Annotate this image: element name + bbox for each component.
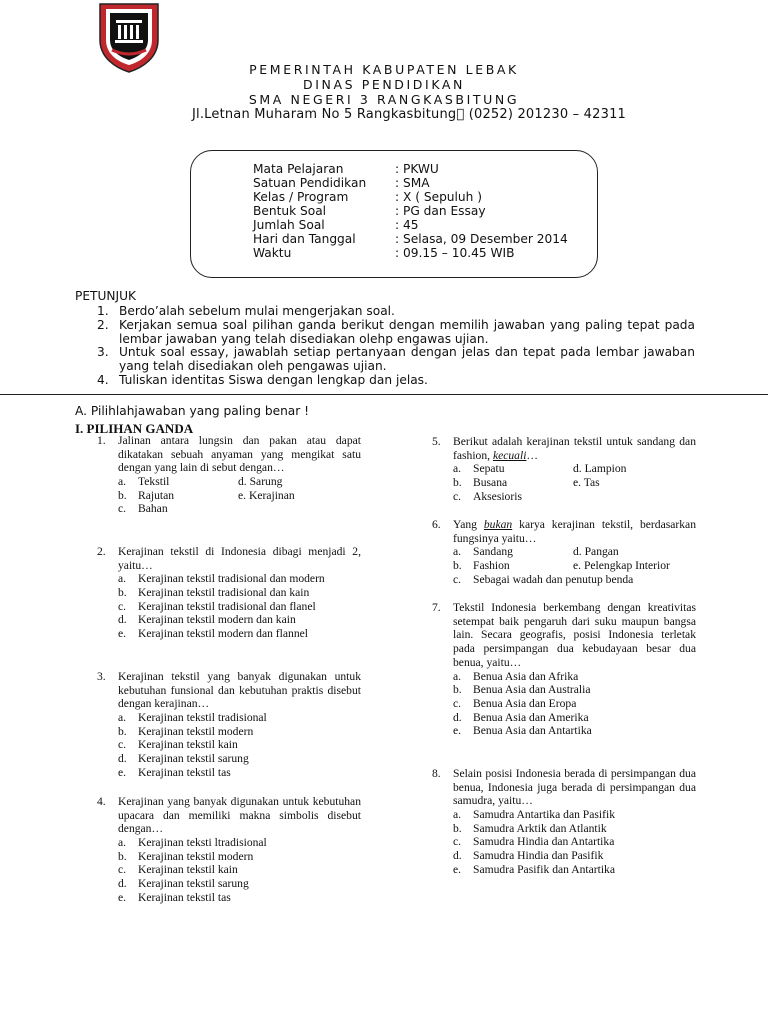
question-text: Kerajinan yang banyak digunakan untuk kebutuhan upacara dan memiliki makna simbolis disebut dengan… xyxy=(118,795,361,836)
instruction-number: 3. xyxy=(97,345,109,359)
instruction-item xyxy=(97,374,695,388)
option-text: Kerajinan tekstil sarung xyxy=(138,877,249,891)
option-text: e. Kerajinan xyxy=(238,488,295,502)
option-letter: a. xyxy=(453,808,462,822)
option-letter: d. xyxy=(118,877,127,891)
question-text-part: Berikut adalah kerajinan tekstil untuk sandang dan fashion, xyxy=(453,435,696,462)
option-letter: e. xyxy=(118,765,127,779)
option-letter: b. xyxy=(453,559,462,573)
option-text: d. Sarung xyxy=(238,475,283,489)
option-letter: b. xyxy=(118,724,127,738)
option-row xyxy=(453,670,696,684)
option-row xyxy=(118,891,361,905)
option-text: Kerajinan tekstil tas xyxy=(138,765,231,779)
option-text: Benua Asia dan Amerika xyxy=(473,710,589,724)
option-row xyxy=(118,586,361,600)
question-number: 5. xyxy=(432,435,441,448)
option-row xyxy=(453,711,696,725)
info-value: : PG dan Essay xyxy=(395,204,486,218)
info-label: Jumlah Soal xyxy=(253,218,325,232)
option-letter: b. xyxy=(118,586,127,600)
option-letter: a. xyxy=(118,572,127,586)
question-text: Kerajinan tekstil yang banyak digunakan untuk kebutuhan funsional dan kebutuhan praktis disebut dengan kerajinan… xyxy=(118,670,361,711)
option-text: Benua Asia dan Australia xyxy=(473,683,591,697)
option-row xyxy=(118,725,361,739)
instruction-number: 2. xyxy=(97,318,109,332)
question-text: Selain posisi Indonesia berada di persimpangan dua benua, Indonesia juga berada di persimpangan dua samudra, yaitu… xyxy=(453,767,696,808)
option-text: Bahan xyxy=(138,502,168,516)
info-value: : X ( Sepuluh ) xyxy=(395,190,482,204)
option-letter: a. xyxy=(453,462,462,476)
question-6 xyxy=(432,518,696,586)
option-letter: b. xyxy=(453,683,462,697)
option-letter: c. xyxy=(118,599,127,613)
exam-info-box xyxy=(190,150,598,278)
question-1 xyxy=(97,434,361,516)
option-text: Kerajinan tekstil modern dan flannel xyxy=(138,627,308,641)
question-number: 3. xyxy=(97,670,106,683)
option-text: Aksesioris xyxy=(473,489,522,503)
info-label: Bentuk Soal xyxy=(253,204,327,218)
option-letter: c. xyxy=(118,502,127,516)
option-text: Samudra Hindia dan Pasifik xyxy=(473,849,604,863)
emphasis-word: bukan xyxy=(483,518,513,531)
question-number: 7. xyxy=(432,601,441,614)
option-letter: a. xyxy=(453,669,462,683)
option-text: Kerajinan tekstil modern xyxy=(138,849,254,863)
info-label: Waktu xyxy=(253,246,292,260)
option-row xyxy=(453,683,696,697)
question-number: 1. xyxy=(97,434,106,447)
option-letter: b. xyxy=(453,821,462,835)
option-row xyxy=(453,476,696,490)
question-text xyxy=(453,435,696,462)
instruction-item xyxy=(97,319,695,346)
header-address: Jl.Letnan Muharam No 5 Rangkasbitung  (0252) 201230 – 42311 xyxy=(191,107,627,122)
section-a-heading: A. Pilihlahjawaban yang paling benar ! xyxy=(75,404,310,418)
option-text: Kerajinan tekstil modern dan kain xyxy=(138,613,296,627)
option-letter: c. xyxy=(453,696,462,710)
option-letter: e. xyxy=(453,724,462,738)
option-text: Fashion xyxy=(473,559,510,573)
question-7 xyxy=(432,601,696,738)
question-number: 2. xyxy=(97,545,106,558)
option-row xyxy=(118,863,361,877)
option-letter: e. xyxy=(453,862,462,876)
option-letter: e. xyxy=(118,890,127,904)
question-text-part: Yang xyxy=(453,518,477,531)
section-i-heading: I. PILIHAN GANDA xyxy=(75,421,194,436)
option-row xyxy=(453,822,696,836)
option-letter: c. xyxy=(118,863,127,877)
option-row xyxy=(453,697,696,711)
option-row xyxy=(118,836,361,850)
option-row xyxy=(118,766,361,780)
option-text: Kerajinan tekstil tradisional dan flanel xyxy=(138,599,316,613)
option-row xyxy=(453,462,696,476)
instruction-text: Kerjakan semua soal pilihan ganda berikut dengan memilih jawaban yang paling tepat pada lembar jawaban yang telah disediakan olehp engawas ujian. xyxy=(119,318,695,346)
option-text: Kerajinan tekstil sarung xyxy=(138,752,249,766)
option-letter: c. xyxy=(118,738,127,752)
header-line-3: SMA NEGERI 3 RANGKASBITUNG xyxy=(248,92,520,107)
option-text: Kerajinan teksti ltradisional xyxy=(138,836,267,850)
header-line-2: DINAS PENDIDIKAN xyxy=(302,77,465,92)
option-text: Busana xyxy=(473,476,508,490)
option-text: Sebagai wadah dan penutup benda xyxy=(473,572,634,586)
option-letter: b. xyxy=(118,849,127,863)
option-row xyxy=(118,752,361,766)
instruction-item xyxy=(97,305,695,319)
option-row xyxy=(118,711,361,725)
option-letter: c. xyxy=(453,835,462,849)
instruction-text: Untuk soal essay, jawablah setiap pertanyaan dengan jelas dan tepat pada lembar jawaban yang telah disediakan oleh pengawas ujian. xyxy=(119,345,695,373)
instruction-text: Berdo’alah sebelum mulai mengerjakan soal. xyxy=(119,304,395,318)
option-letter: d. xyxy=(453,710,462,724)
option-text: Samudra Arktik dan Atlantik xyxy=(473,821,607,835)
option-text: Kerajinan tekstil kain xyxy=(138,863,238,877)
option-row xyxy=(453,490,696,504)
header-line-1: PEMERINTAH KABUPATEN LEBAK xyxy=(249,62,519,77)
question-text: Kerajinan tekstil di Indonesia dibagi menjadi 2, yaitu… xyxy=(118,545,361,572)
option-text: Kerajinan tekstil tradisional dan modern xyxy=(138,572,325,586)
info-label: Kelas / Program xyxy=(253,190,349,204)
info-value: : PKWU xyxy=(395,162,439,176)
option-text: Rajutan xyxy=(138,488,175,502)
option-text: e. Pelengkap Interior xyxy=(573,559,670,573)
option-row xyxy=(118,489,361,503)
option-letter: d. xyxy=(118,613,127,627)
option-letter: a. xyxy=(118,836,127,850)
info-value: : 45 xyxy=(395,218,419,232)
option-letter: d. xyxy=(453,849,462,863)
question-text: Tekstil Indonesia berkembang dengan kreativitas setempat baik pengaruh dari suku maupun bangsa lain. Secara geografis, posisi Indonesia terletak pada persimpangan dua kebudayaan besar dua benua, yaitu… xyxy=(453,601,696,669)
question-text xyxy=(453,518,696,545)
question-8 xyxy=(432,767,696,877)
option-text: Samudra Pasifik dan Antartika xyxy=(473,862,615,876)
instruction-number: 1. xyxy=(97,304,109,318)
option-letter: b. xyxy=(118,488,127,502)
instructions-title: PETUNJUK xyxy=(75,289,137,303)
question-text-part: … xyxy=(526,448,539,462)
option-row xyxy=(453,724,696,738)
option-row xyxy=(453,835,696,849)
option-row xyxy=(453,559,696,573)
option-row xyxy=(118,572,361,586)
question-5 xyxy=(432,435,696,503)
option-text: Benua Asia dan Afrika xyxy=(473,669,579,683)
question-number: 8. xyxy=(432,767,441,780)
instruction-item xyxy=(97,346,695,373)
option-row xyxy=(118,600,361,614)
instruction-text: Tuliskan identitas Siswa dengan lengkap dan jelas. xyxy=(119,373,428,387)
option-row xyxy=(453,808,696,822)
option-text: Kerajinan tekstil kain xyxy=(138,738,238,752)
question-text-part: karya kerajinan tekstil, berdasarkan fungsinya yaitu… xyxy=(453,518,696,545)
option-text: Sepatu xyxy=(473,462,505,476)
option-row xyxy=(118,738,361,752)
info-value: : Selasa, 09 Desember 2014 xyxy=(395,232,568,246)
option-row xyxy=(118,613,361,627)
option-row xyxy=(453,863,696,877)
option-row xyxy=(453,573,696,587)
option-text: Samudra Antartika dan Pasifik xyxy=(473,808,615,822)
option-row xyxy=(118,877,361,891)
info-value: : SMA xyxy=(395,176,430,190)
option-text: Kerajinan tekstil tas xyxy=(138,890,231,904)
question-number: 6. xyxy=(432,518,441,531)
instruction-number: 4. xyxy=(97,373,109,387)
option-row xyxy=(453,849,696,863)
option-text: Benua Asia dan Eropa xyxy=(473,696,577,710)
question-3 xyxy=(97,670,361,780)
option-letter: a. xyxy=(118,711,127,725)
option-row xyxy=(453,545,696,559)
option-text: Kerajinan tekstil modern xyxy=(138,724,254,738)
info-label: Satuan Pendidikan xyxy=(253,176,367,190)
option-letter: b. xyxy=(453,476,462,490)
option-letter: a. xyxy=(453,545,462,559)
option-row xyxy=(118,627,361,641)
option-text: Benua Asia dan Antartika xyxy=(473,724,592,738)
question-text: Jalinan antara lungsin dan pakan atau dapat dikatakan sebuah anyaman yang mengikat satu dengan yang lain di sebut dengan… xyxy=(118,434,361,475)
option-text: Sandang xyxy=(473,545,513,559)
option-letter: e. xyxy=(118,627,127,641)
info-label: Hari dan Tanggal xyxy=(253,232,356,246)
emphasis-word: kecuali xyxy=(492,448,527,462)
option-text: e. Tas xyxy=(573,476,600,490)
question-4 xyxy=(97,795,361,905)
divider xyxy=(0,394,768,395)
option-text: Samudra Hindia dan Antartika xyxy=(473,835,615,849)
option-row xyxy=(118,475,361,489)
option-text: d. Pangan xyxy=(573,545,619,559)
option-letter: a. xyxy=(118,475,127,489)
option-text: Tekstil xyxy=(138,475,170,489)
option-text: Kerajinan tekstil tradisional xyxy=(138,711,267,725)
option-row xyxy=(118,502,361,516)
option-text: Kerajinan tekstil tradisional dan kain xyxy=(138,586,310,600)
option-letter: c. xyxy=(453,572,462,586)
option-letter: d. xyxy=(118,752,127,766)
info-label: Mata Pelajaran xyxy=(253,162,344,176)
option-text: d. Lampion xyxy=(573,462,627,476)
option-row xyxy=(118,850,361,864)
question-2 xyxy=(97,545,361,641)
option-letter: c. xyxy=(453,489,462,503)
question-number: 4. xyxy=(97,795,106,808)
info-value: : 09.15 – 10.45 WIB xyxy=(395,246,515,260)
